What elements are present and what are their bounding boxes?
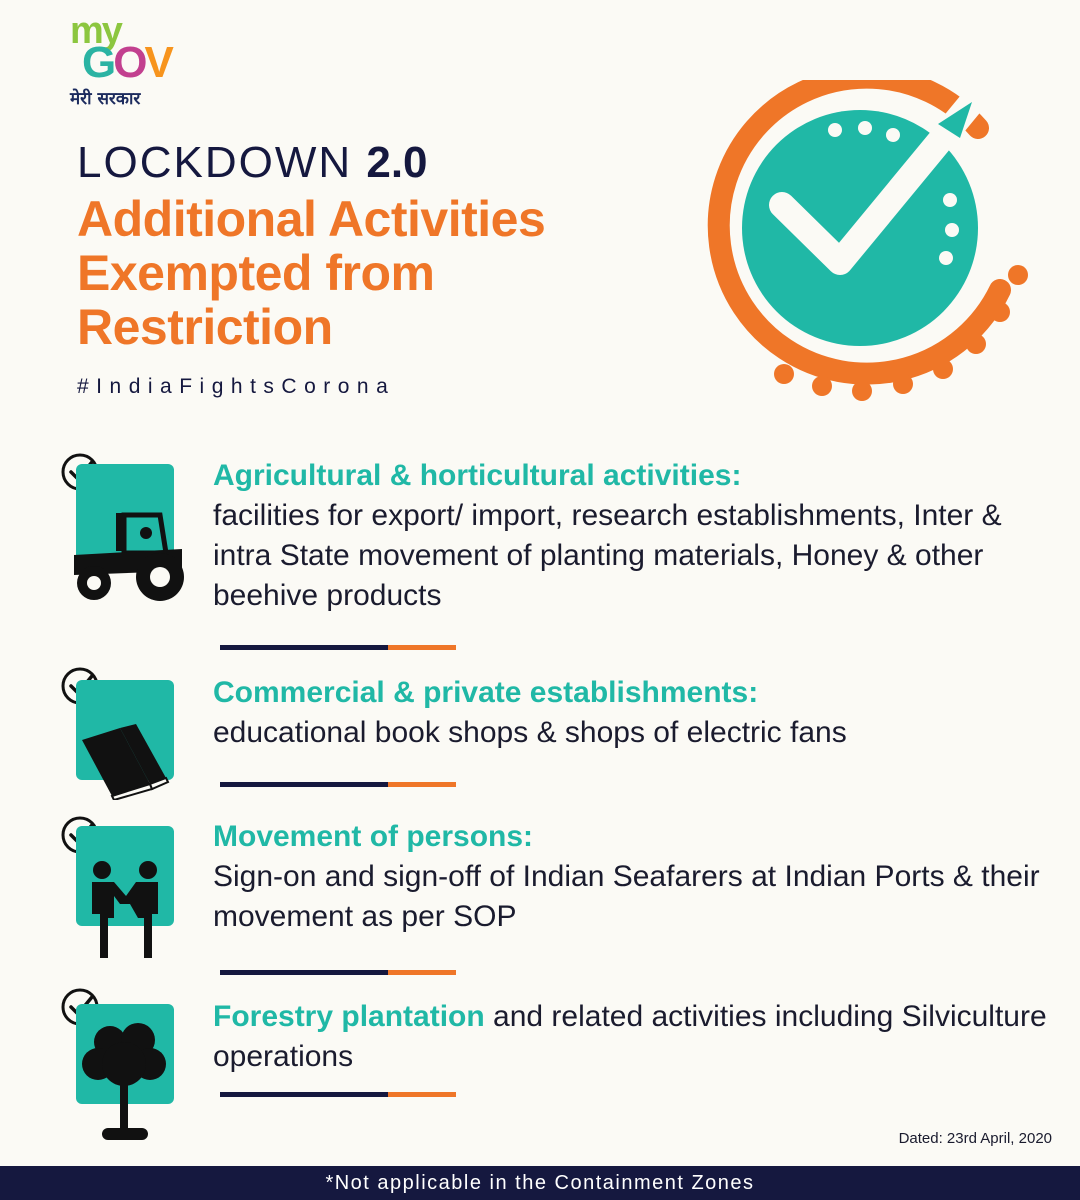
item-agriculture-text [213,456,1053,616]
tree-icon [80,1020,170,1142]
dated-label: Dated: 23rd April, 2020 [898,1130,1052,1147]
item-forestry-heading: Forestry plantation [213,1000,485,1033]
hashtag: #IndiaFightsCorona [77,375,396,398]
mygov-logo [68,10,198,110]
item-agriculture-body: facilities for export/ import, research establishments, Inter & intra State movement of planting materials, Honey & other beehive products [213,499,1002,612]
divider [220,645,456,650]
divider [220,782,456,787]
divider [220,1092,456,1097]
footer-note: *Not applicable in the Containment Zones [0,1166,1080,1200]
item-commercial-heading: Commercial & private establishments: [213,676,759,709]
logo-my: my [70,10,121,52]
tractor-icon [70,505,190,605]
logo-tagline: मेरी सरकार [70,89,141,109]
item-agriculture-heading: Agricultural & horticultural activities: [213,459,742,492]
item-commercial-text [213,673,1053,753]
headline: Additional Activities Exempted from Restriction [77,191,546,355]
title-number: 2.0 [366,138,428,187]
big-checkmark-icon [700,80,1040,410]
page-title: LOCKDOWN 2.0 [77,138,428,187]
books-icon [80,720,180,800]
item-forestry-text [213,997,1053,1077]
handshake-icon [86,858,166,960]
item-movement-heading: Movement of persons: [213,820,534,853]
item-movement-body: Sign-on and sign-off of Indian Seafarers at Indian Ports & their movement as per SOP [213,860,1040,933]
item-commercial-body: educational book shops & shops of electric fans [213,716,847,749]
item-forestry-body: and related activities including Silviculture operations [213,1000,1047,1073]
logo-gov: GOV [82,38,171,87]
divider [220,970,456,975]
item-movement-text [213,817,1053,937]
